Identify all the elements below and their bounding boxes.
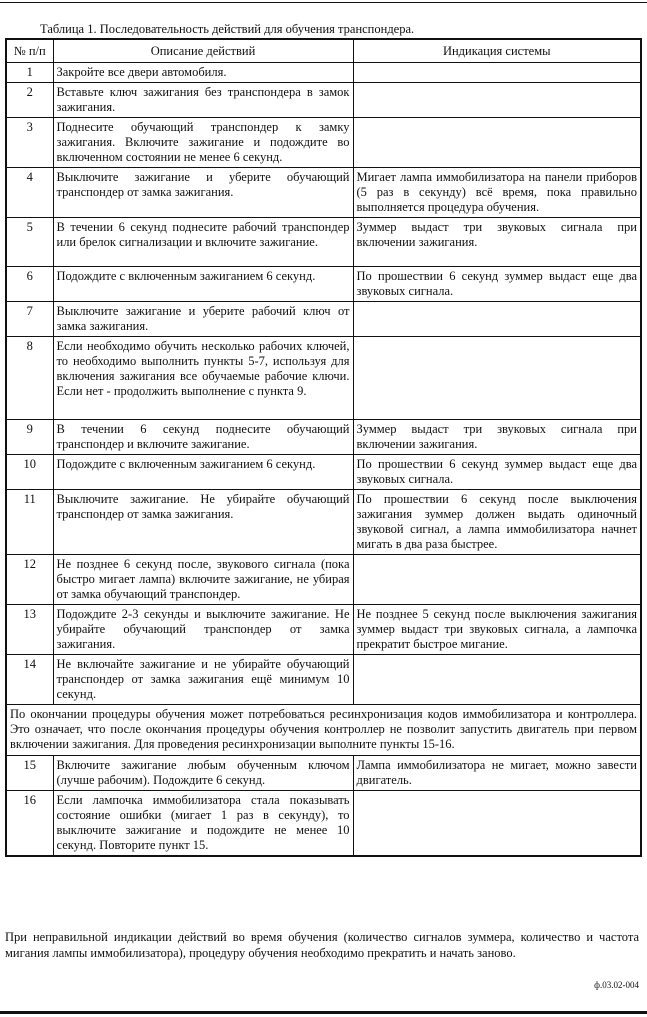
step-number: 4 xyxy=(6,168,53,218)
step-indication xyxy=(353,655,641,705)
bottom-rule xyxy=(0,1011,647,1014)
table-row xyxy=(6,455,641,490)
step-indication: Зуммер выдаст три звуковых сигнала при включении зажигания. xyxy=(353,218,641,267)
procedure-table xyxy=(5,38,642,857)
step-indication: По прошествии 6 секунд зуммер выдаст еще два звуковых сигнала. xyxy=(353,267,641,302)
step-number: 2 xyxy=(6,83,53,118)
step-description: Подождите с включенным зажиганием 6 секунд. xyxy=(53,267,353,302)
step-description: Вставьте ключ зажигания без транспондера в замок зажигания. xyxy=(53,83,353,118)
step-number: 5 xyxy=(6,218,53,267)
step-description: Не включайте зажигание и не убирайте обучающий транспондер от замка зажигания ещё минимум 10 секунд. xyxy=(53,655,353,705)
step-indication xyxy=(353,791,641,857)
table-caption: Таблица 1. Последовательность действий для обучения транспондера. xyxy=(40,22,415,36)
step-description: Подождите 2-3 секунды и выключите зажигание. Не убирайте обучающий транспондер от замка зажигания. xyxy=(53,605,353,655)
step-number: 3 xyxy=(6,118,53,168)
resync-note: По окончании процедуры обучения может потребоваться ресинхронизация кодов иммобилизатора и контроллера. Это означает, что после окончания процедуры обучения контроллер не позволит запустить двигатель при первом включении зажигания. Для проведения ресинхронизации выполните пункты 15-16. xyxy=(6,705,641,756)
header-indication: Индикация системы xyxy=(353,39,641,63)
step-number: 13 xyxy=(6,605,53,655)
table-row xyxy=(6,83,641,118)
step-indication: Не позднее 5 секунд после выключения зажигания зуммер выдаст три звуковых сигнала, а лампочка прекратит быстрое мигание. xyxy=(353,605,641,655)
table-row xyxy=(6,63,641,83)
table-row xyxy=(6,218,641,267)
table-row xyxy=(6,302,641,337)
step-indication xyxy=(353,63,641,83)
step-description: Выключите зажигание и уберите рабочий ключ от замка зажигания. xyxy=(53,302,353,337)
step-number: 12 xyxy=(6,555,53,605)
step-indication xyxy=(353,83,641,118)
step-description: Подождите с включенным зажиганием 6 секунд. xyxy=(53,455,353,490)
step-number: 10 xyxy=(6,455,53,490)
table-row xyxy=(6,118,641,168)
table-row xyxy=(6,490,641,555)
header-description: Описание действий xyxy=(53,39,353,63)
table-row xyxy=(6,655,641,705)
step-description: В течении 6 секунд поднесите обучающий транспондер и включите зажигание. xyxy=(53,420,353,455)
table-row xyxy=(6,756,641,791)
step-indication: Зуммер выдаст три звуковых сигнала при включении зажигания. xyxy=(353,420,641,455)
step-description: Поднесите обучающий транспондер к замку зажигания. Включите зажигание и подождите во включенном состоянии не менее 6 секунд. xyxy=(53,118,353,168)
step-number: 7 xyxy=(6,302,53,337)
step-indication: Мигает лампа иммобилизатора на панели приборов (5 раз в секунду) всё время, пока правильно выполняется процедура обучения. xyxy=(353,168,641,218)
step-number: 9 xyxy=(6,420,53,455)
step-indication xyxy=(353,555,641,605)
step-indication: По прошествии 6 секунд после выключения зажигания зуммер должен выдать одиночный звуковой сигнал, а лампа иммобилизатора начнет мигать в два раза быстрее. xyxy=(353,490,641,555)
step-number: 6 xyxy=(6,267,53,302)
step-number: 14 xyxy=(6,655,53,705)
table-row xyxy=(6,168,641,218)
table-row xyxy=(6,267,641,302)
step-description: Закройте все двери автомобиля. xyxy=(53,63,353,83)
step-indication xyxy=(353,302,641,337)
step-indication: Лампа иммобилизатора не мигает, можно завести двигатель. xyxy=(353,756,641,791)
table-row xyxy=(6,337,641,420)
step-description: Включите зажигание любым обученным ключом (лучше рабочим). Подождите 6 секунд. xyxy=(53,756,353,791)
step-description: Выключите зажигание. Не убирайте обучающий транспондер от замка зажигания. xyxy=(53,490,353,555)
header-number: № п/п xyxy=(6,39,53,63)
top-rule xyxy=(0,2,647,3)
table-row xyxy=(6,555,641,605)
step-description: Не позднее 6 секунд после, звукового сигнала (пока быстро мигает лампа) включите зажигание, не убирая от замка обучающий транспондер. xyxy=(53,555,353,605)
step-description: Если необходимо обучить несколько рабочих ключей, то необходимо выполнить пункты 5-7, используя для включения зажигания все обучаемые рабочие ключи. Если нет - продолжить выполнение с пункта 9. xyxy=(53,337,353,420)
step-number: 16 xyxy=(6,791,53,857)
table-row xyxy=(6,791,641,857)
step-description: Если лампочка иммобилизатора стала показывать состояние ошибки (мигает 1 раз в секунду), то выключите зажигание и подождите не менее 10 секунд. Повторите пункт 15. xyxy=(53,791,353,857)
table-header-row xyxy=(6,39,641,63)
step-number: 11 xyxy=(6,490,53,555)
step-number: 15 xyxy=(6,756,53,791)
step-number: 8 xyxy=(6,337,53,420)
step-number: 1 xyxy=(6,63,53,83)
table-row xyxy=(6,605,641,655)
footer-note: При неправильной индикации действий во время обучения (количество сигналов зуммера, количество и частота мигания лампы иммобилизатора), процедуру обучения необходимо прекратить и начать заново. xyxy=(5,930,639,960)
note-row xyxy=(6,705,641,756)
step-indication xyxy=(353,118,641,168)
step-description: Выключите зажигание и уберите обучающий транспондер от замка зажигания. xyxy=(53,168,353,218)
form-code: ф.03.02-004 xyxy=(594,980,639,990)
step-indication: По прошествии 6 секунд зуммер выдаст еще два звуковых сигнала. xyxy=(353,455,641,490)
step-description: В течении 6 секунд поднесите рабочий транспондер или брелок сигнализации и включите зажигание. xyxy=(53,218,353,267)
table-row xyxy=(6,420,641,455)
step-indication xyxy=(353,337,641,420)
